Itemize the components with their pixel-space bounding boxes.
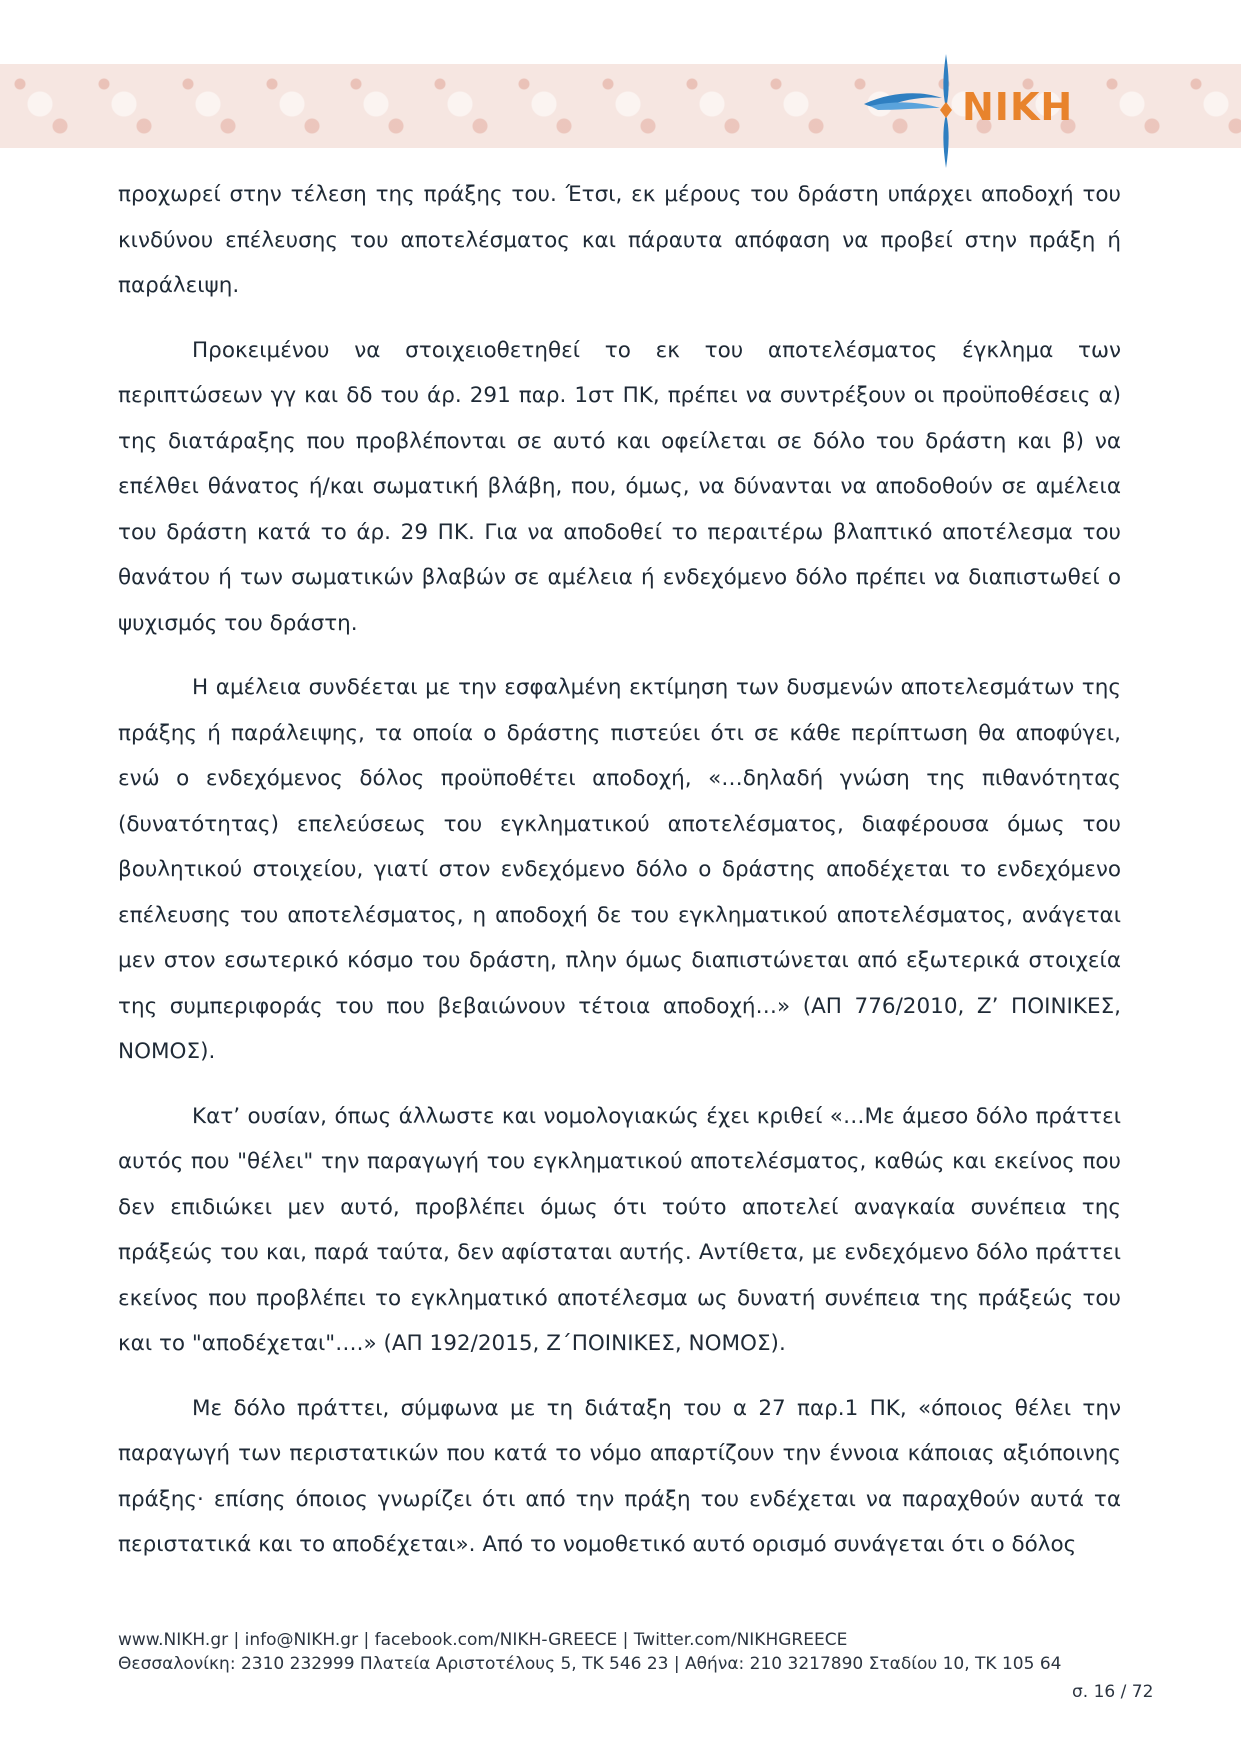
paragraph-continuation: προχωρεί στην τέλεση της πράξης του. Έτσι, εκ μέρους του δράστη υπάρχει αποδοχή του κινδύνου επέλευσης του αποτελέσματος και πάραυτα απόφαση να προβεί στην πράξη ή παράλειψη. [118, 182, 1121, 298]
page-footer [118, 1628, 1121, 1676]
footer-addresses: Θεσσαλονίκη: 2310 232999 Πλατεία Αριστοτέλους 5, ΤΚ 546 23 | Αθήνα: 210 3217890 Σταδίου 10, ΤΚ 105 64 [118, 1654, 1062, 1674]
footer-contact-links: www.NIKH.gr | info@NIKH.gr | facebook.com/NIKH-GREECE | Twitter.com/NIKHGREECE [118, 1630, 848, 1650]
nikh-logo [850, 52, 1090, 170]
paragraph-intent-definition: Με δόλο πράττει, σύμφωνα με τη διάταξη του α 27 παρ.1 ΠΚ, «όποιος θέλει την παραγωγή των περιστατικών που κατά το νόμο απαρτίζουν την έννοια κάποιας αξιόποινης πράξης· επίσης όποιος γνωρίζει ότι από την πράξη του ενδέχεται να παραχθούν αυτά τα περιστατικά και το αποδέχεται». Από το νομοθετικό αυτό ορισμό συνάγεται ότι ο δόλος [118, 1395, 1121, 1557]
paragraph-case-law: Κατ’ ουσίαν, όπως άλλωστε και νομολογιακώς έχει κριθεί «…Με άμεσο δόλο πράττει αυτός που "θέλει" την παραγωγή του εγκληματικού αποτελέσματος, καθώς και εκείνος που δεν επιδιώκει μεν αυτό, προβλέπει όμως ότι τούτο αποτελεί αναγκαία συνέπεια της πράξεώς του και, παρά ταύτα, δεν αφίσταται αυτής. Αντίθετα, με ενδεχόμενο δόλο πράττει εκείνος που προβλέπει το εγκληματικό αποτέλεσμα ως δυνατή συνέπεια της πράξεώς του και το "αποδέχεται"….» (ΑΠ 192/2015, Ζ΄ΠΟΙΝΙΚΕΣ, ΝΟΜΟΣ). [118, 1103, 1121, 1356]
page-number: σ. 16 / 72 [1072, 1682, 1154, 1702]
paragraph-negligence: Η αμέλεια συνδέεται με την εσφαλμένη εκτίμηση των δυσμενών αποτελεσμάτων της πράξης ή παράλειψης, τα οποία ο δράστης πιστεύει ότι σε κάθε περίπτωση θα αποφύγει, ενώ ο ενδεχόμενος δόλος προϋποθέτει αποδοχή, «…δηλαδή γνώση της πιθανότητας (δυνατότητας) επελεύσεως του εγκληματικού αποτελέσματος, διαφέρουσα όμως του βουλητικού στοιχείου, γιατί στον ενδεχόμενο δόλο ο δράστης αποδέχεται το ενδεχόμενο επέλευσης του αποτελέσματος, η αποδοχή δε του εγκληματικού αποτελέσματος, ανάγεται μεν στον εσωτερικό κόσμο του δράστη, πλην όμως διαπιστώνεται από εξωτερικά στοιχεία της συμπεριφοράς του που βεβαιώνουν τέτοια αποδοχή…» (ΑΠ 776/2010, Ζ’ ΠΟΙΝΙΚΕΣ, ΝΟΜΟΣ). [118, 675, 1121, 1064]
paragraph-offence-conditions: Προκειμένου να στοιχειοθετηθεί το εκ του αποτελέσματος έγκλημα των περιπτώσεων γγ και δδ του άρ. 291 παρ. 1στ ΠΚ, πρέπει να συντρέξουν οι προϋποθέσεις α) της διατάραξης που προβλέπονται σε αυτό και οφείλεται σε δόλο του δράστη και β) να επέλθει θάνατος ή/και σωματική βλάβη, που, όμως, να δύνανται να αποδοθούν σε αμέλεια του δράστη κατά το άρ. 29 ΠΚ. Για να αποδοθεί το περαιτέρω βλαπτικό αποτέλεσμα του θανάτου ή των σωματικών βλαβών σε αμέλεια ή ενδεχόμενο δόλο πρέπει να διαπιστωθεί ο ψυχισμός του δράστη. [118, 337, 1121, 636]
logo-text: NIKH [962, 85, 1074, 129]
document-body [118, 172, 1121, 1587]
